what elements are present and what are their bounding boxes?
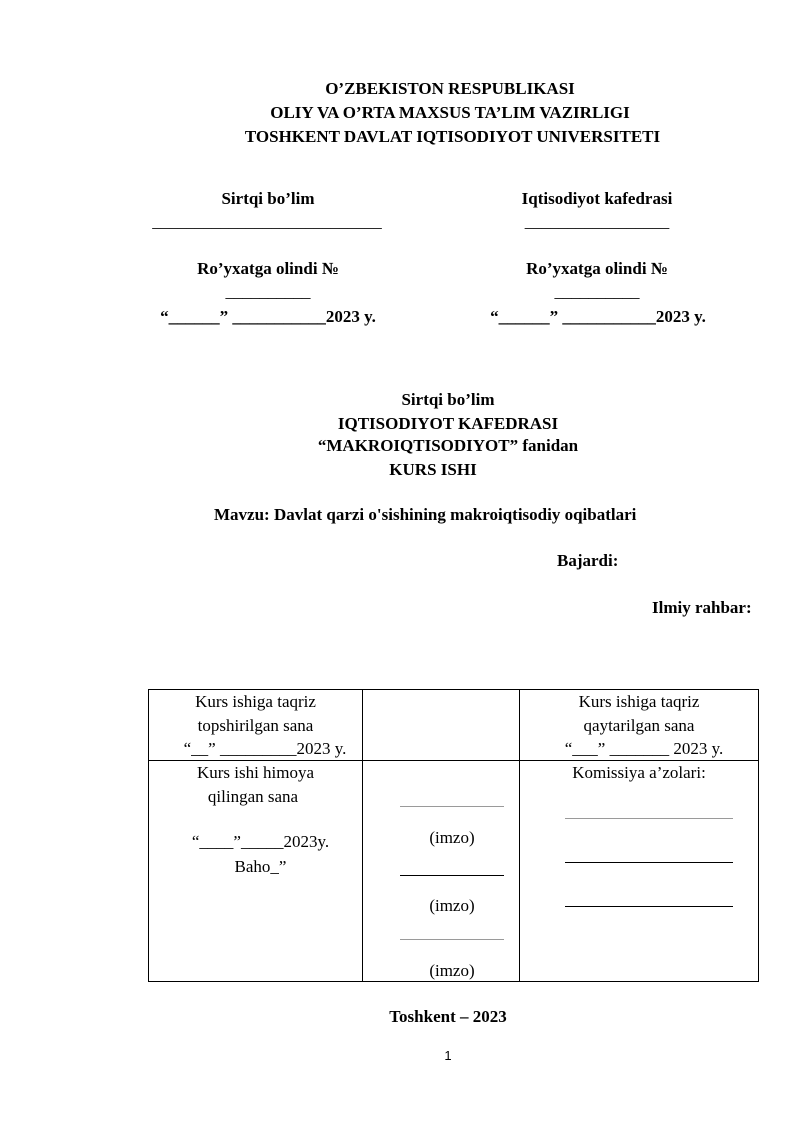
bottom-left-line3: “____”_____2023y.: [191, 832, 330, 851]
right-date-line: “______” ___________2023 y.: [490, 307, 706, 326]
top-right-line1: Kurs ishiga taqriz: [578, 692, 700, 711]
signature-line-3: [400, 939, 504, 940]
center-kafedra: IQTISODIYOT KAFEDRASI: [337, 414, 559, 433]
center-subject: “MAKROIQTISODIYOT” fanidan: [317, 436, 579, 455]
left-block-underline: ___________________________: [152, 212, 382, 231]
top-left-line3: “__” _________2023 y.: [183, 739, 347, 758]
left-block-title: Sirtqi bo’lim: [221, 189, 315, 208]
right-block-underline: _________________: [524, 212, 670, 231]
bottom-left-line1: Kurs ishi himoya: [196, 763, 315, 782]
top-right-line3: “___” _______ 2023 y.: [564, 739, 724, 758]
top-left-line2: topshirilgan sana: [197, 716, 314, 735]
signature-label-1: (imzo): [429, 828, 475, 847]
top-left-line1: Kurs ishiga taqriz: [195, 692, 316, 711]
page-number: 1: [444, 1048, 452, 1063]
right-registered-label: Ro’yxatga olindi №: [526, 259, 668, 278]
bottom-left-line2: qilingan sana: [207, 787, 299, 806]
bottom-left-grade: Baho_”: [234, 857, 287, 876]
right-registered-underline: __________: [554, 282, 640, 301]
center-dept: Sirtqi bo’lim: [401, 390, 495, 409]
signature-label-2: (imzo): [429, 896, 475, 915]
commission-line-2: [565, 862, 733, 863]
ministry-header-line3: TOSHKENT DAVLAT IQTISODIYOT UNIVERSITETI: [244, 127, 661, 146]
signature-line-1: [400, 806, 504, 807]
signature-label-3: (imzo): [429, 961, 475, 980]
left-registered-underline: __________: [225, 282, 311, 301]
supervisor-label: Ilmiy rahbar:: [652, 598, 752, 617]
commission-line-3: [565, 906, 733, 907]
left-date-line: “______” ___________2023 y.: [160, 307, 376, 326]
ministry-header-line2: OLIY VA O’RTA MAXSUS TA’LIM VAZIRLIGI: [270, 103, 630, 122]
center-work-title: KURS ISHI: [389, 460, 477, 479]
done-by-label: Bajardi:: [557, 551, 619, 570]
left-registered-label: Ro’yxatga olindi №: [197, 259, 339, 278]
signature-line-2: [400, 875, 504, 876]
commission-label: Komissiya a’zolari:: [572, 763, 706, 782]
topic-line: Mavzu: Davlat qarzi o'sishining makroiqtisodiy oqibatlari: [214, 505, 637, 524]
top-right-line2: qaytarilgan sana: [583, 716, 695, 735]
footer-city-year: Toshkent – 2023: [389, 1007, 507, 1026]
right-block-title: Iqtisodiyot kafedrasi: [521, 189, 673, 208]
commission-line-1: [565, 818, 733, 819]
ministry-header-line1: O’ZBEKISTON RESPUBLIKASI: [325, 79, 575, 98]
